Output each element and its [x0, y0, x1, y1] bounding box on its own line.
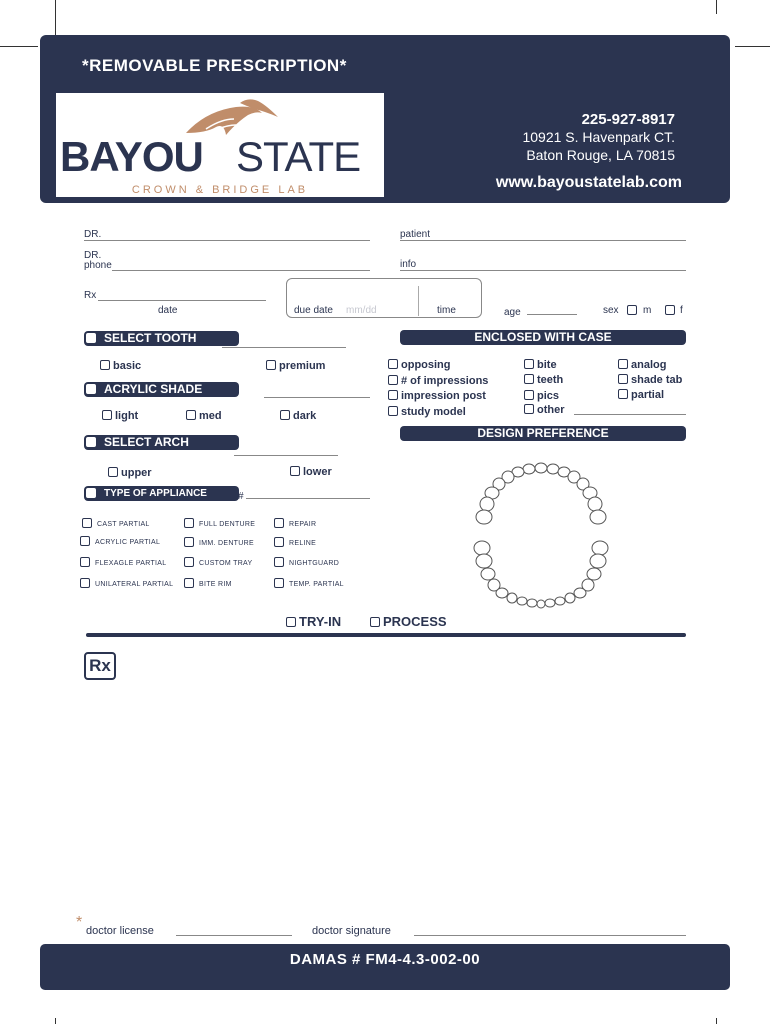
option-bite-rim[interactable]	[184, 578, 232, 588]
option-label: partial	[631, 389, 665, 401]
checkbox[interactable]	[82, 518, 92, 528]
option-label: TEMP. PARTIAL	[289, 581, 344, 588]
option-other[interactable]	[524, 404, 565, 416]
select-tooth-title: SELECT TOOTH	[104, 331, 197, 345]
dr-label: DR.	[84, 229, 102, 240]
acrylic-shade-title: ACRYLIC SHADE	[104, 382, 203, 396]
option-bite[interactable]	[524, 359, 557, 371]
option-label: BITE RIM	[199, 581, 232, 588]
option-med[interactable]	[186, 410, 222, 422]
option-full-denture[interactable]	[184, 518, 255, 528]
option-acrylic-partial[interactable]	[80, 536, 160, 546]
checkbox[interactable]	[618, 359, 628, 369]
option-teeth[interactable]	[524, 374, 563, 386]
acrylic-shade-field[interactable]	[264, 397, 370, 398]
lab-phone: 225-927-8917	[581, 111, 675, 128]
patient-label: patient	[400, 229, 431, 240]
option-label: upper	[121, 467, 152, 479]
checkbox[interactable]	[524, 359, 534, 369]
checkbox[interactable]	[80, 578, 90, 588]
option-label: med	[199, 410, 222, 422]
option-label: analog	[631, 359, 667, 371]
checkbox[interactable]	[388, 390, 398, 400]
option-label: basic	[113, 360, 142, 372]
option-lower[interactable]	[290, 466, 332, 478]
doctor-license-label: doctor license	[86, 925, 154, 937]
doctor-signature-label: doctor signature	[312, 925, 391, 937]
option-light[interactable]	[102, 410, 138, 422]
crop-mark	[716, 0, 717, 14]
dental-arch-chart[interactable]	[466, 458, 616, 610]
doctor-license-field[interactable]	[176, 935, 292, 936]
checkbox[interactable]	[524, 390, 534, 400]
option-temp-partial[interactable]	[274, 578, 344, 588]
other-field[interactable]	[574, 414, 686, 415]
select-tooth-header	[84, 331, 239, 346]
checkbox[interactable]	[280, 410, 290, 420]
sex-f-label: f	[680, 305, 683, 316]
logo-text-bayou: BAYOU	[60, 133, 203, 180]
logo-text-state: STATE	[236, 133, 361, 180]
checkbox[interactable]	[108, 467, 118, 477]
option-repair[interactable]	[274, 518, 316, 528]
option-basic[interactable]	[100, 360, 141, 372]
age-field[interactable]	[527, 314, 577, 315]
design-preference-header: DESIGN PREFERENCE	[400, 426, 686, 441]
checkbox[interactable]	[184, 537, 194, 547]
doctor-signature-field[interactable]	[414, 935, 686, 936]
option-opposing[interactable]	[388, 359, 451, 371]
option-shade-tab[interactable]	[618, 374, 682, 386]
crop-mark	[716, 1018, 717, 1024]
option-pics[interactable]	[524, 390, 559, 402]
option-label: pics	[537, 390, 560, 402]
sex-label: sex	[603, 305, 619, 316]
option-study-model[interactable]	[388, 406, 466, 418]
checkbox[interactable]	[274, 578, 284, 588]
option-label: ACRYLIC PARTIAL	[95, 539, 161, 546]
checkbox[interactable]	[186, 410, 196, 420]
select-arch-toggle[interactable]	[86, 437, 96, 447]
appliance-title: TYPE OF APPLIANCE	[104, 488, 207, 499]
select-arch-field[interactable]	[234, 455, 338, 456]
dr-phone-field[interactable]	[112, 270, 370, 271]
info-label: info	[400, 259, 417, 270]
option-label: IMM. DENTURE	[199, 540, 254, 547]
lab-address-line2: Baton Rouge, LA 70815	[526, 147, 675, 163]
checkbox[interactable]	[80, 536, 90, 546]
option-label: other	[537, 404, 565, 416]
option-label: TRY-IN	[299, 614, 342, 629]
option-nightguard[interactable]	[274, 557, 339, 567]
checkbox[interactable]	[184, 557, 194, 567]
checkbox[interactable]	[274, 537, 284, 547]
checkbox[interactable]	[388, 406, 398, 416]
checkbox[interactable]	[274, 518, 284, 528]
time-label: time	[437, 305, 456, 316]
option-label: light	[115, 410, 139, 422]
option-label: FULL DENTURE	[199, 521, 256, 528]
due-date-input[interactable]: mm/dd	[346, 305, 377, 316]
appliance-toggle[interactable]	[86, 488, 96, 498]
option-label: # of impressions	[401, 375, 489, 387]
checkbox[interactable]	[388, 375, 398, 385]
checkbox[interactable]	[80, 557, 90, 567]
checkbox[interactable]	[274, 557, 284, 567]
appliance-number-field[interactable]	[246, 498, 370, 499]
option-upper[interactable]	[108, 467, 152, 479]
option-analog[interactable]	[618, 359, 666, 371]
due-date-label: due date	[294, 305, 333, 316]
lab-address-line1: 10921 S. Havenpark CT.	[522, 129, 675, 145]
checkbox[interactable]	[266, 360, 276, 370]
damas-number: DAMAS # FM4-4.3-002-00	[289, 951, 481, 968]
asterisk: *	[76, 914, 83, 931]
sex-m-label: m	[643, 305, 652, 316]
option-label: premium	[279, 360, 326, 372]
option-label: lower	[303, 466, 332, 478]
option-unilateral-partial[interactable]	[80, 578, 173, 588]
acrylic-shade-toggle[interactable]	[86, 384, 96, 394]
crop-mark	[0, 46, 38, 47]
date-label: date	[158, 305, 178, 316]
checkbox[interactable]	[184, 518, 194, 528]
rx-label: Rx	[84, 290, 97, 301]
checkbox[interactable]	[370, 617, 380, 627]
checkbox[interactable]	[102, 410, 112, 420]
info-field[interactable]	[400, 270, 686, 271]
option-try-in[interactable]	[286, 614, 341, 629]
dr-phone-label-1: DR.	[84, 250, 102, 261]
lab-website: www.bayoustatelab.com	[495, 174, 682, 191]
rx-field[interactable]	[98, 300, 266, 301]
option-premium[interactable]	[266, 360, 325, 372]
select-tooth-toggle[interactable]	[86, 333, 96, 343]
acrylic-shade-header	[84, 382, 239, 397]
checkbox[interactable]	[286, 617, 296, 627]
option-label: opposing	[401, 359, 451, 371]
option-label: PROCESS	[383, 614, 447, 629]
rx-symbol: Rx	[84, 652, 116, 680]
dr-field[interactable]	[84, 240, 370, 241]
select-arch-header	[84, 435, 239, 450]
option-num-impressions[interactable]	[388, 375, 488, 387]
select-arch-title: SELECT ARCH	[104, 435, 189, 449]
checkbox[interactable]	[524, 374, 534, 384]
sex-m-checkbox[interactable]	[627, 305, 637, 315]
option-label: NIGHTGUARD	[289, 560, 340, 567]
crop-mark	[55, 1018, 56, 1024]
option-label: bite	[537, 359, 557, 371]
option-reline[interactable]	[274, 537, 316, 547]
option-label: shade tab	[631, 374, 683, 386]
divider	[418, 286, 419, 316]
option-label: FLEXAGLE PARTIAL	[95, 560, 167, 567]
option-imm-denture[interactable]	[184, 537, 254, 547]
option-partial[interactable]	[618, 389, 664, 401]
option-label: impression post	[401, 390, 486, 402]
crop-mark	[735, 46, 770, 47]
checkbox[interactable]	[524, 404, 534, 414]
option-label: UNILATERAL PARTIAL	[95, 581, 174, 588]
option-label: teeth	[537, 374, 564, 386]
option-label: study model	[401, 406, 466, 418]
checkbox[interactable]	[618, 389, 628, 399]
patient-field[interactable]	[400, 240, 686, 241]
option-cast-partial[interactable]	[82, 518, 150, 528]
checkbox[interactable]	[388, 359, 398, 369]
form-title: *REMOVABLE PRESCRIPTION*	[82, 56, 347, 75]
dr-phone-label-2: phone	[84, 260, 112, 271]
option-label: CUSTOM TRAY	[199, 560, 253, 567]
sex-f-checkbox[interactable]	[665, 305, 675, 315]
option-custom-tray[interactable]	[184, 557, 252, 567]
option-label: dark	[293, 410, 317, 422]
crop-mark	[55, 0, 56, 38]
logo-subtitle: CROWN & BRIDGE LAB	[131, 184, 309, 196]
checkbox[interactable]	[290, 466, 300, 476]
section-divider	[86, 633, 686, 637]
select-tooth-field[interactable]	[222, 347, 346, 348]
appliance-header	[84, 486, 239, 501]
option-flexagle-partial[interactable]	[80, 557, 166, 567]
checkbox[interactable]	[100, 360, 110, 370]
appliance-hash: #	[238, 491, 244, 502]
checkbox[interactable]	[184, 578, 194, 588]
age-label: age	[504, 307, 521, 318]
option-dark[interactable]	[280, 410, 316, 422]
enclosed-header: ENCLOSED WITH CASE	[400, 330, 686, 345]
option-process[interactable]	[370, 614, 447, 629]
checkbox[interactable]	[618, 374, 628, 384]
option-label: CAST PARTIAL	[97, 521, 150, 528]
option-label: RELINE	[289, 540, 317, 547]
option-impression-post[interactable]	[388, 390, 486, 402]
option-label: REPAIR	[289, 521, 317, 528]
